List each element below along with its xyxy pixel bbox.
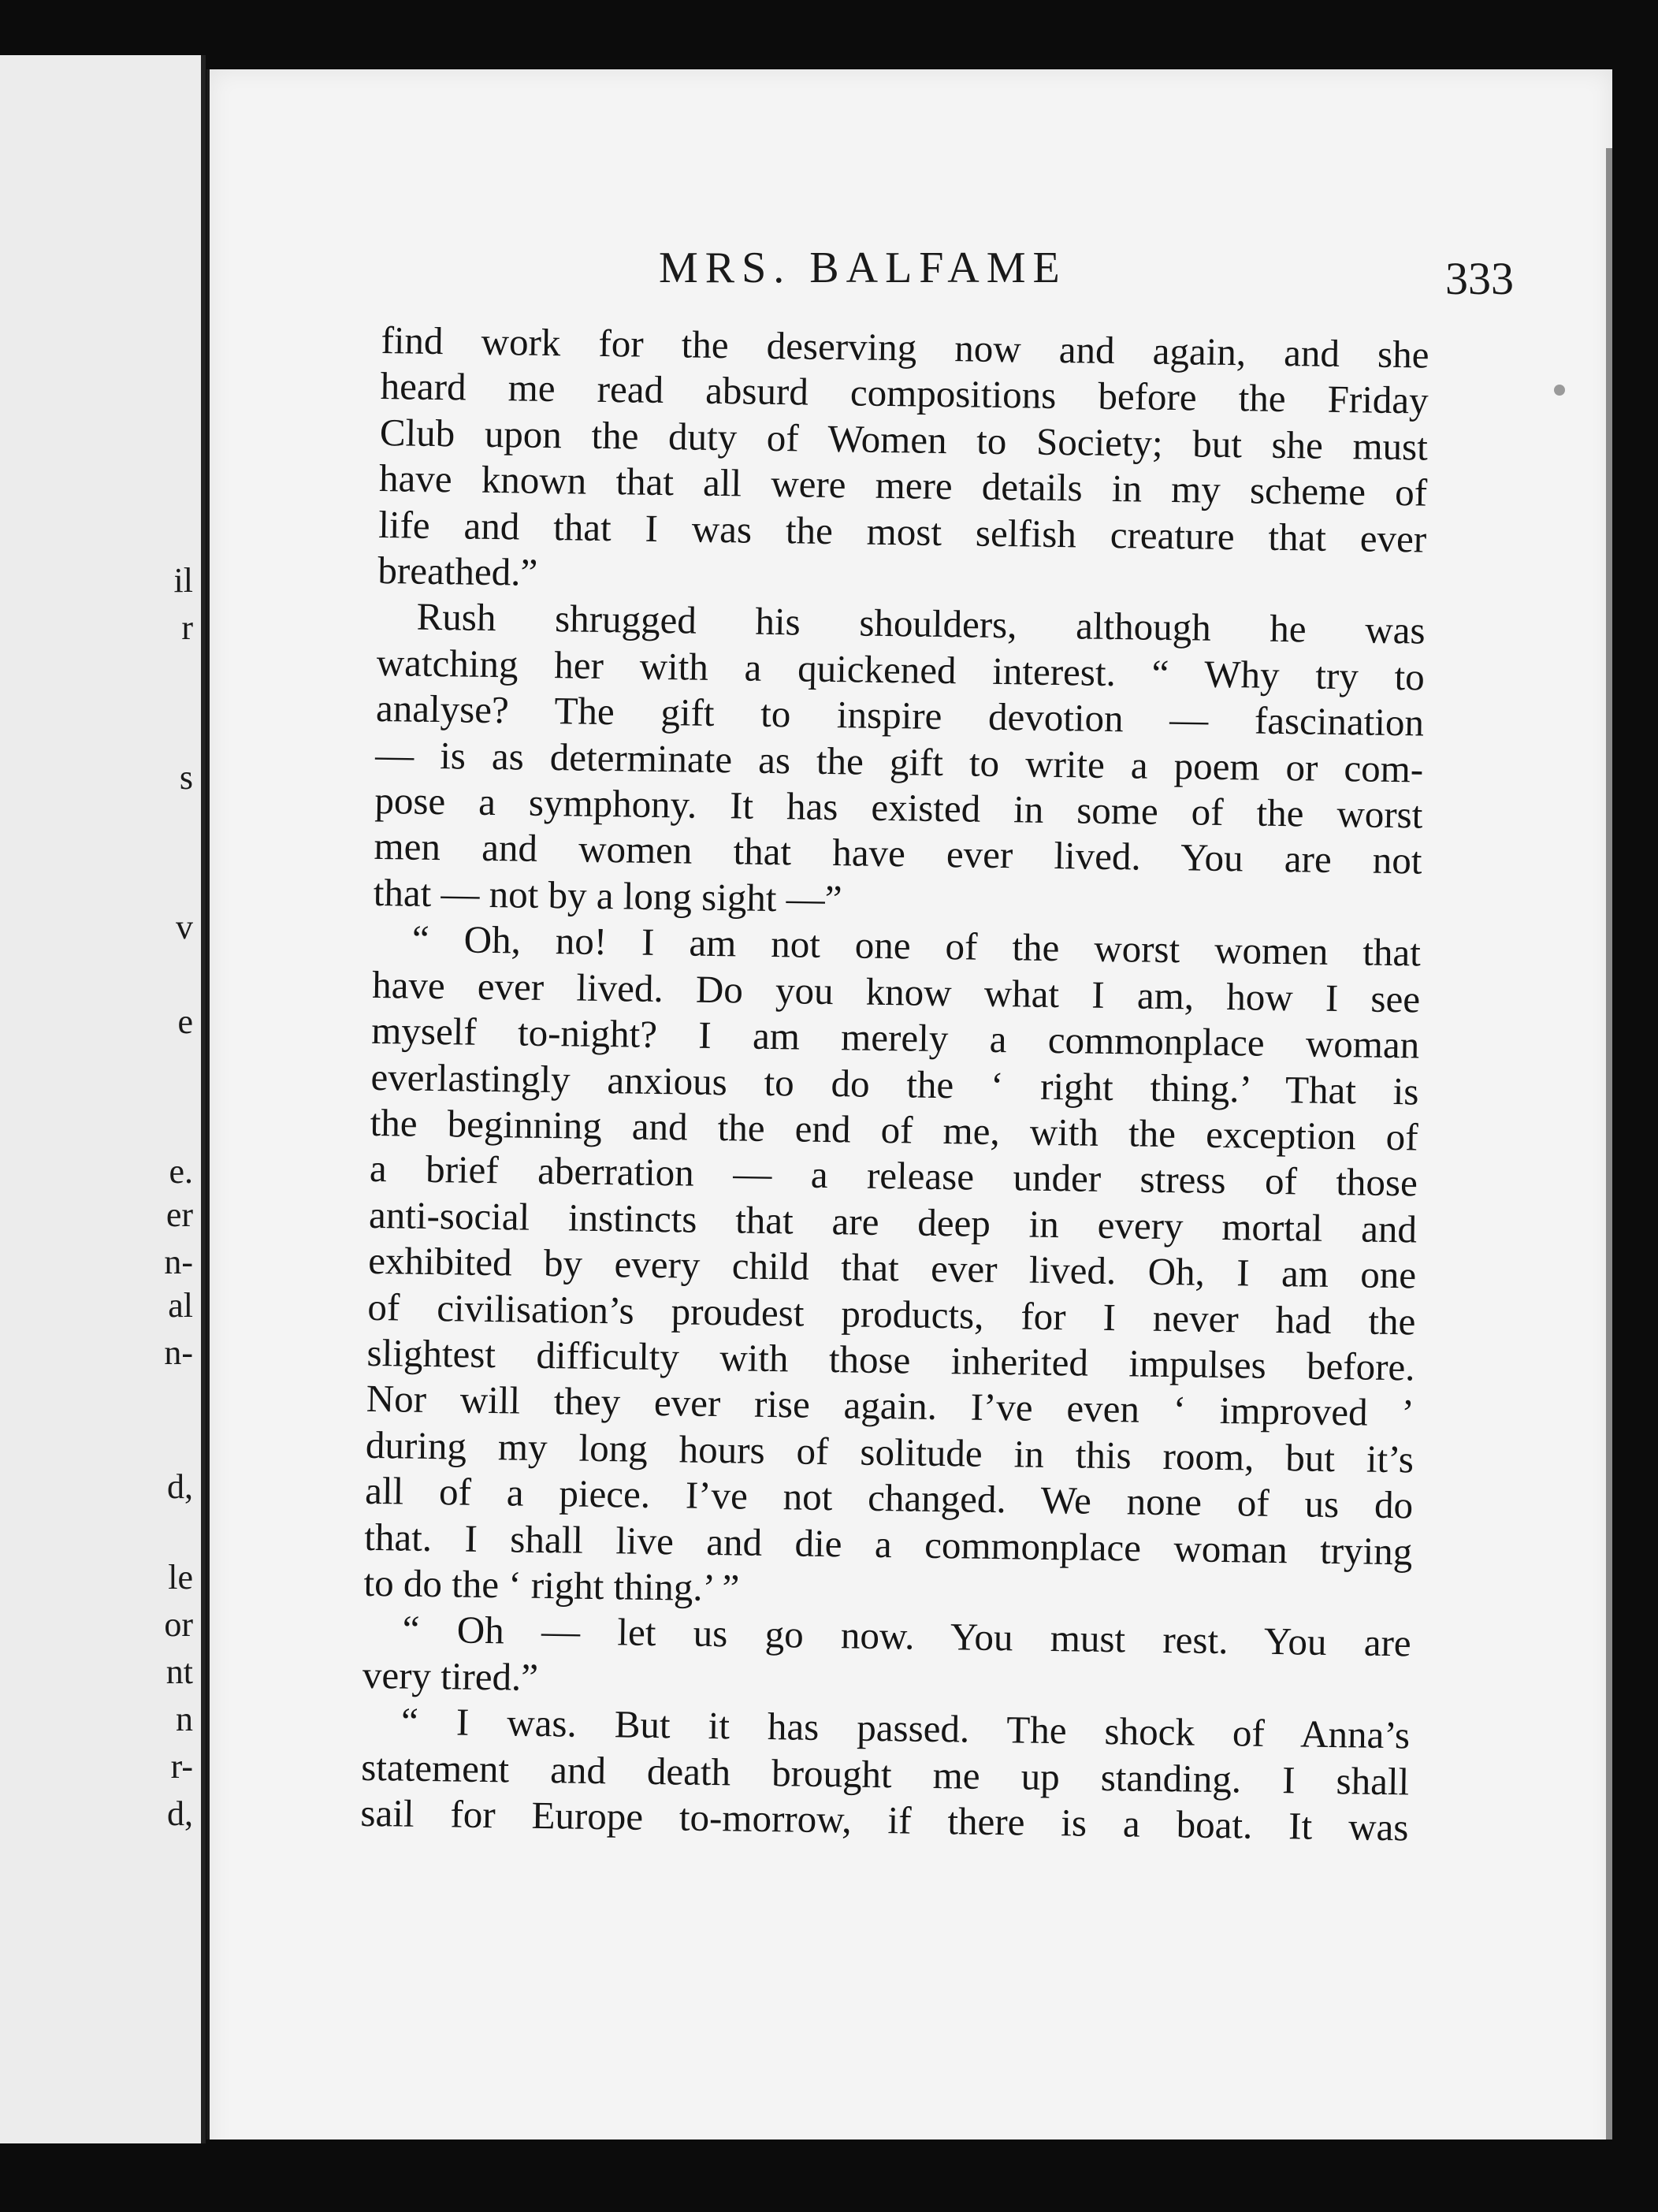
left-page-fragment: n- [164,1243,193,1281]
left-page-fragment: al [168,1286,193,1325]
page-edge-shadow [1606,148,1612,2197]
text-line: men and women that have ever lived. You are not [374,824,1422,883]
text-line: Club upon the duty of Women to Society; but she must [379,410,1429,469]
left-page-fragment: r [181,608,193,647]
page-number: 333 [1445,253,1514,304]
text-line: Rush shrugged his shoulders, although he was [416,595,1426,652]
text-line: “ Oh, no! I am not one of the worst women that [411,916,1422,975]
text-line: the beginning and the end of me, with the exception of [370,1100,1418,1159]
text-line: a brief aberration — a release under stress of those [369,1147,1418,1205]
left-page-fragment: n- [164,1333,193,1372]
scan-speck [1554,385,1565,396]
text-line: have known that all were mere details in my scheme of [378,456,1428,515]
text-line: Nor will they ever rise again. I’ve even ‘ improved ’ [366,1377,1415,1435]
text-line: “ Oh — let us go now. You must rest. You are [402,1607,1412,1665]
left-page-fragment: s [179,758,193,797]
left-page-fragment: le [168,1558,193,1597]
text-line: everlastingly anxious to do the ‘ right thing.’ That is [370,1054,1419,1113]
text-line: that. I shall live and die a commonplace woman trying [364,1515,1413,1573]
text-line: breathed.” [377,548,538,594]
text-line: find work for the deserving now and again, and she [381,318,1429,377]
text-line: anti-social instincts that are deep in every mortal and [368,1192,1418,1251]
text-line: exhibited by every child that ever lived. Oh, I am one [367,1239,1417,1297]
text-line: — is as determinate as the gift to write a poem or com- [374,732,1424,791]
text-line: all of a piece. I’ve not changed. We none of us do [364,1469,1414,1527]
text-line: to do the ‘ right thing.’ ” [363,1560,740,1610]
text-line: that — not by a long sight —” [373,870,842,921]
left-page-fragment: er [165,1195,193,1234]
body-text [360,318,1429,1851]
facing-page-fragment [0,55,206,2143]
left-page-fragment: il [173,561,193,600]
text-line: myself to-night? I am merely a commonplace woman [370,1009,1420,1067]
left-page-fragment: or [164,1605,193,1644]
text-line: life and that I was the most selfish creature that ever [377,502,1427,561]
text-line: of civilisation’s proudest products, for I never had the [367,1284,1416,1343]
left-page-fragment: n [176,1700,193,1738]
left-page-fragment: e. [169,1152,193,1191]
text-line: pose a symphony. It has existed in some of the worst [374,779,1423,837]
running-head: MRS. BALFAME [659,244,1067,292]
text-line: “ I was. But it has passed. The shock of Anna’s [400,1699,1411,1757]
text-line: have ever lived. Do you know what I am, how I see [371,962,1421,1021]
book-page [206,69,1612,2166]
left-page-fragment: e [177,1002,193,1041]
text-line: statement and death brought me up standing. I shall [360,1745,1410,1803]
text-line: watching her with a quickened interest. “ Why try to [376,640,1426,699]
text-line: heard me read absurd compositions before the Friday [380,364,1429,422]
text-line: slightest difficulty with those inherited impulses before. [366,1330,1415,1389]
text-line: analyse? The gift to inspire devotion — fascination [375,686,1425,745]
left-page-fragment: nt [165,1652,193,1691]
left-page-fragment: r- [170,1747,193,1786]
left-page-fragment: d, [167,1794,193,1833]
text-line: sail for Europe to-morrow, if there is a boat. It was [360,1790,1409,1850]
left-page-fragment: v [176,908,193,946]
text-line: very tired.” [362,1652,539,1699]
left-page-fragment: d, [167,1467,193,1506]
scan-bottom-border [206,2140,1658,2212]
text-line: during my long hours of solitude in this room, but it’s [365,1422,1415,1481]
